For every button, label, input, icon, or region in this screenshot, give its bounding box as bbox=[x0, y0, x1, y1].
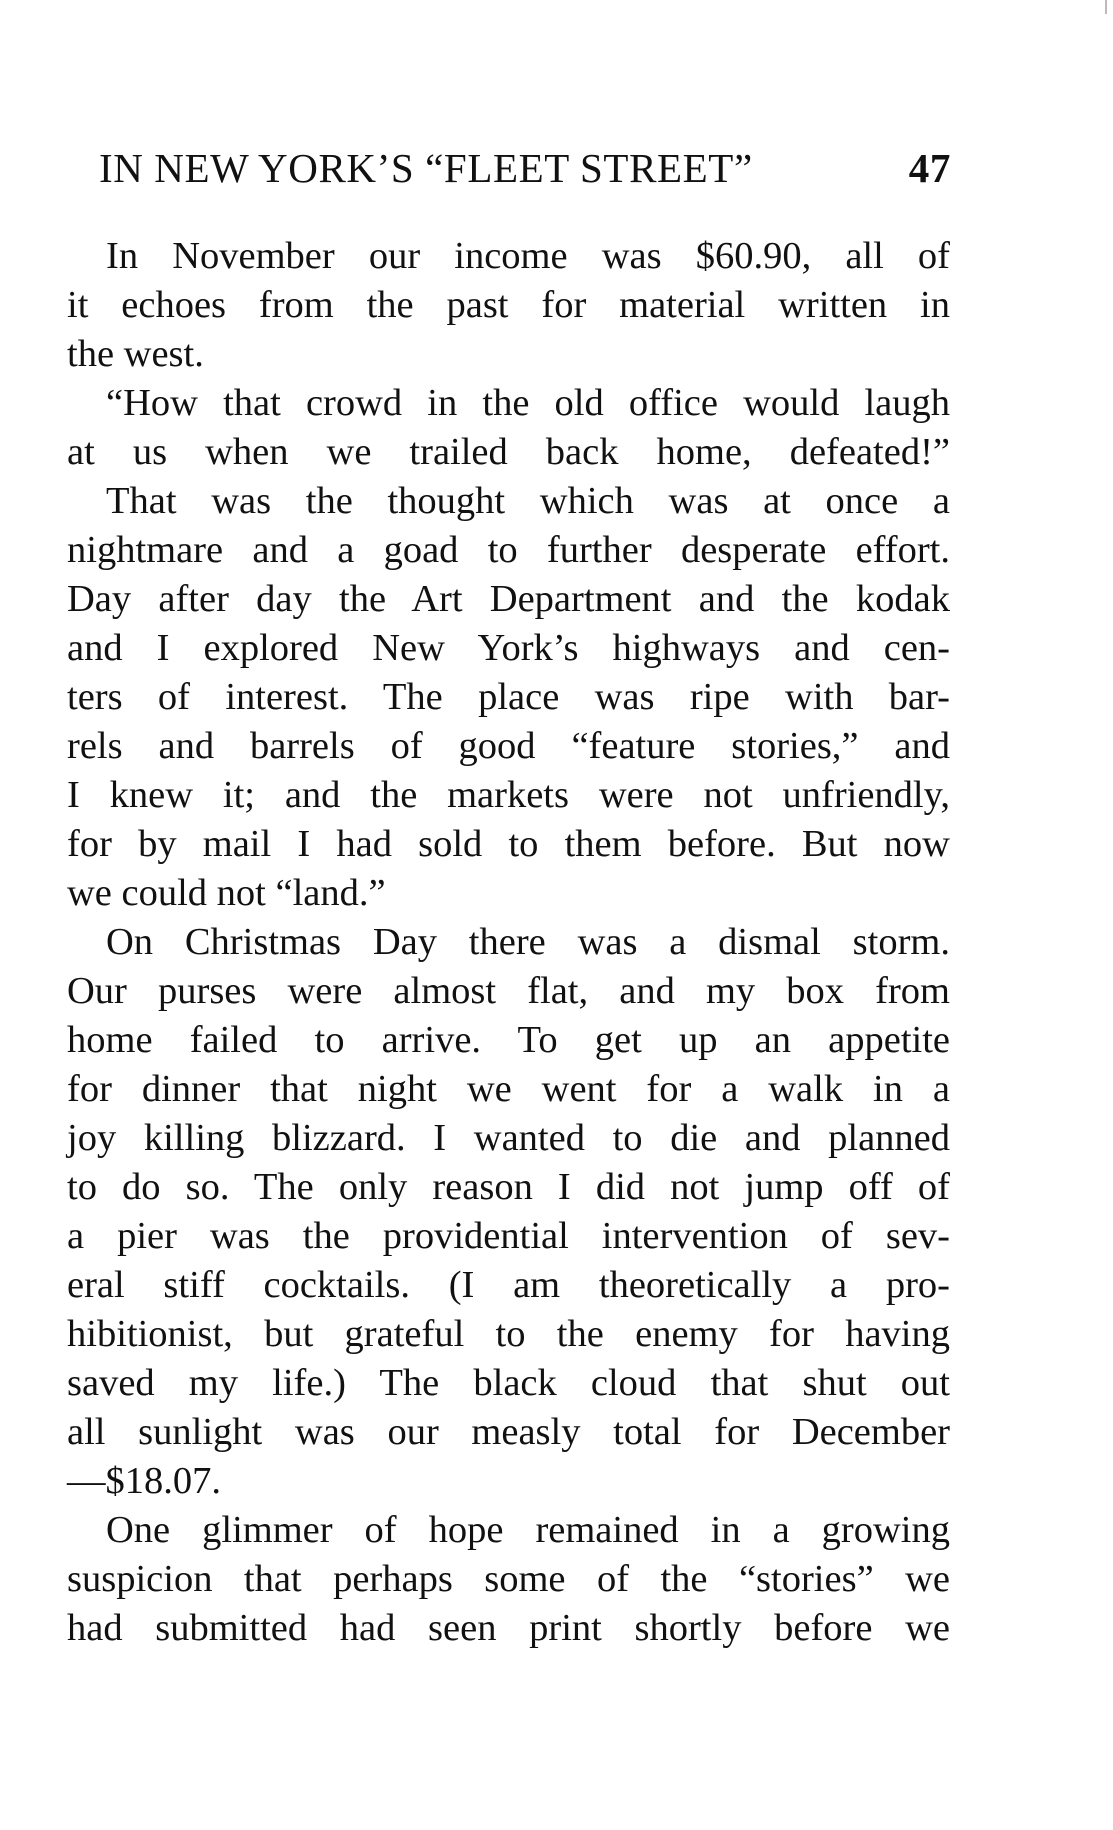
text-line: at us when we trailed back home, defeated!” bbox=[67, 431, 950, 473]
scan-edge-mark bbox=[1105, 0, 1107, 14]
body-text bbox=[67, 232, 950, 1653]
text-line: nightmare and a goad to further desperate effort. bbox=[67, 529, 950, 571]
text-line: —$18.07. bbox=[67, 1460, 221, 1502]
text-line: joy killing blizzard. I wanted to die and planned bbox=[67, 1117, 950, 1159]
text-line: Day after day the Art Department and the kodak bbox=[67, 578, 950, 620]
text-line: to do so. The only reason I did not jump off of bbox=[67, 1166, 950, 1208]
text-line: On Christmas Day there was a dismal storm. bbox=[106, 921, 950, 963]
text-line: In November our income was $60.90, all of bbox=[106, 235, 950, 277]
text-line: suspicion that perhaps some of the “stories” we bbox=[67, 1558, 950, 1600]
text-line: all sunlight was our measly total for December bbox=[67, 1411, 950, 1453]
text-line: home failed to arrive. To get up an appetite bbox=[67, 1019, 950, 1061]
running-title: IN NEW YORK’S “FLEET STREET” bbox=[99, 145, 753, 191]
text-line: it echoes from the past for material written in bbox=[67, 284, 950, 326]
text-line: for by mail I had sold to them before. But now bbox=[67, 823, 950, 865]
text-line: “How that crowd in the old office would laugh bbox=[106, 382, 950, 424]
text-line: and I explored New York’s highways and cen- bbox=[67, 627, 950, 669]
text-line: I knew it; and the markets were not unfriendly, bbox=[67, 774, 950, 816]
text-line: hibitionist, but grateful to the enemy for having bbox=[67, 1313, 950, 1355]
text-line: Our purses were almost flat, and my box from bbox=[67, 970, 950, 1012]
text-line: That was the thought which was at once a bbox=[106, 480, 950, 522]
text-line: eral stiff cocktails. (I am theoretically a pro- bbox=[67, 1264, 950, 1306]
text-line: One glimmer of hope remained in a growing bbox=[106, 1509, 950, 1551]
text-line: ters of interest. The place was ripe with bar- bbox=[67, 676, 950, 718]
page-number: 47 bbox=[908, 145, 951, 191]
text-line: for dinner that night we went for a walk in a bbox=[67, 1068, 950, 1110]
running-head bbox=[99, 138, 951, 198]
text-line: rels and barrels of good “feature stories,” and bbox=[67, 725, 950, 767]
text-line: a pier was the providential intervention of sev- bbox=[67, 1215, 950, 1257]
text-line: the west. bbox=[67, 333, 204, 375]
text-line: we could not “land.” bbox=[67, 872, 386, 914]
text-line: saved my life.) The black cloud that shut out bbox=[67, 1362, 950, 1404]
text-line: had submitted had seen print shortly before we bbox=[67, 1607, 950, 1649]
